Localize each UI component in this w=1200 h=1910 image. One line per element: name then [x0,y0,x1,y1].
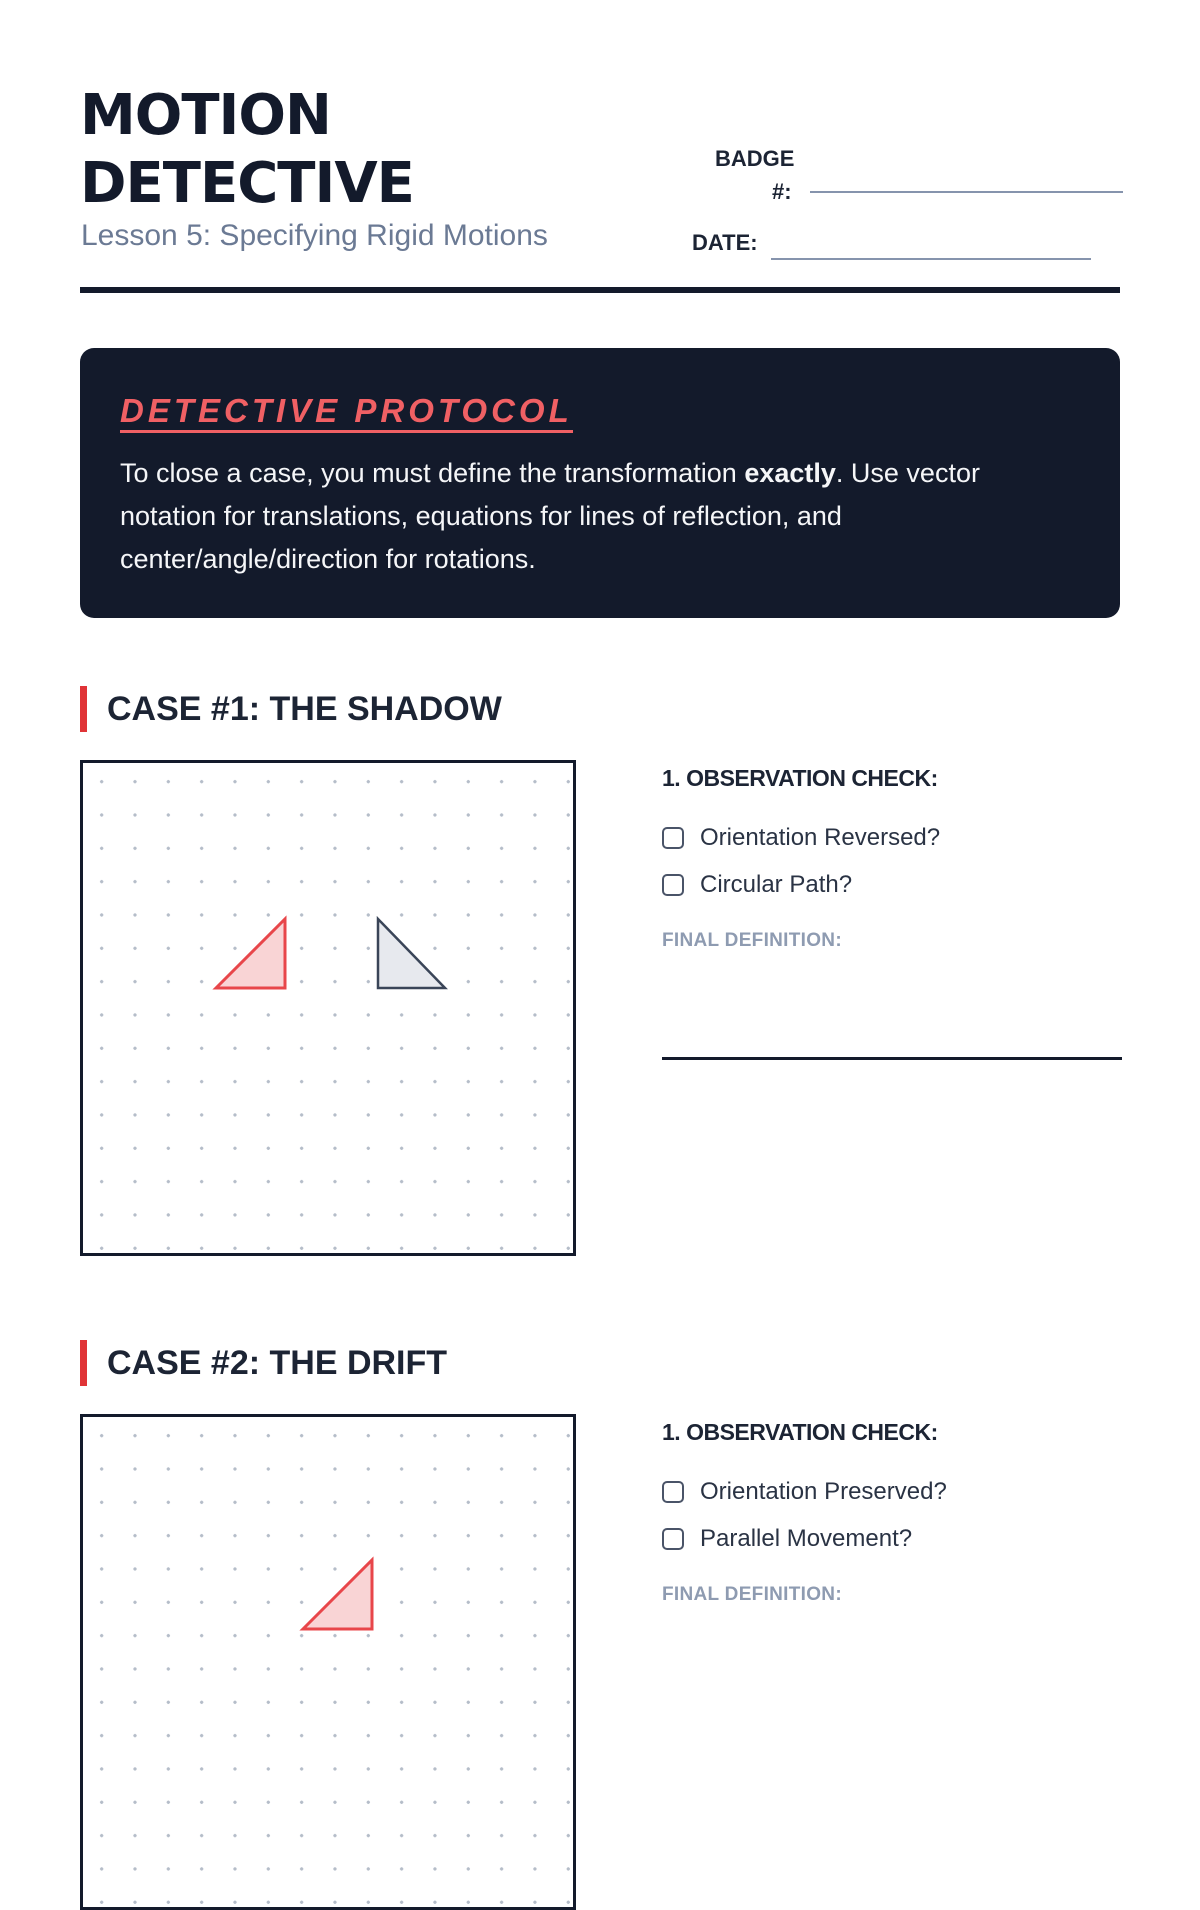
case-1-dot-grid [80,760,576,1256]
case-2-observation-title: 1. OBSERVATION CHECK: [662,1419,938,1445]
case-1-red-triangle [216,919,285,988]
date-label: DATE: [692,230,758,255]
case-1-check-orientation-reversed[interactable] [662,824,940,852]
checkbox[interactable] [662,874,684,896]
case-2-dot-grid [80,1414,576,1910]
protocol-text-emphasis: exactly [744,458,836,488]
badge-label-line-1: BADGE [715,146,795,171]
title-line-2: DETECTIVE [80,151,414,216]
check-label: Circular Path? [700,871,853,898]
case-2-figures [83,1417,573,1907]
detective-protocol-box [80,348,1120,618]
case-2-check-orientation-preserved[interactable] [662,1478,947,1506]
check-label: Parallel Movement? [700,1525,913,1552]
check-label: Orientation Reversed? [700,824,941,851]
badge-label-line-2: #: [772,179,792,204]
case-2-title: CASE #2: THE DRIFT [80,1340,447,1386]
case-2-red-triangle [303,1560,372,1629]
checkbox[interactable] [662,827,684,849]
checkbox[interactable] [662,1528,684,1550]
case-1-title: CASE #1: THE SHADOW [80,686,502,732]
checkbox[interactable] [662,1481,684,1503]
protocol-title: DETECTIVE PROTOCOL [120,392,573,433]
badge-number-field[interactable] [810,191,1123,193]
page-title [80,82,414,218]
case-2-check-parallel-movement[interactable] [662,1525,912,1553]
protocol-text-part-2: . Use vector notation for translations, equations for lines of reflection, and center/angle/direction for rotations. [120,458,980,574]
case-1-gray-triangle [378,919,445,988]
protocol-text [120,452,1080,581]
case-2-final-definition-label: FINAL DEFINITION: [662,1584,842,1605]
case-1-figures [83,763,573,1253]
title-line-1: MOTION [80,83,331,148]
case-1-final-definition-line[interactable] [662,1057,1122,1060]
case-1-observation-title: 1. OBSERVATION CHECK: [662,765,938,791]
case-1-final-definition-label: FINAL DEFINITION: [662,930,842,951]
case-1-check-circular-path[interactable] [662,871,852,899]
check-label: Orientation Preserved? [700,1478,947,1505]
header-divider [80,287,1120,293]
protocol-text-part-1: To close a case, you must define the transformation [120,458,745,488]
date-field[interactable] [771,258,1091,260]
lesson-subtitle: Lesson 5: Specifying Rigid Motions [81,219,548,252]
